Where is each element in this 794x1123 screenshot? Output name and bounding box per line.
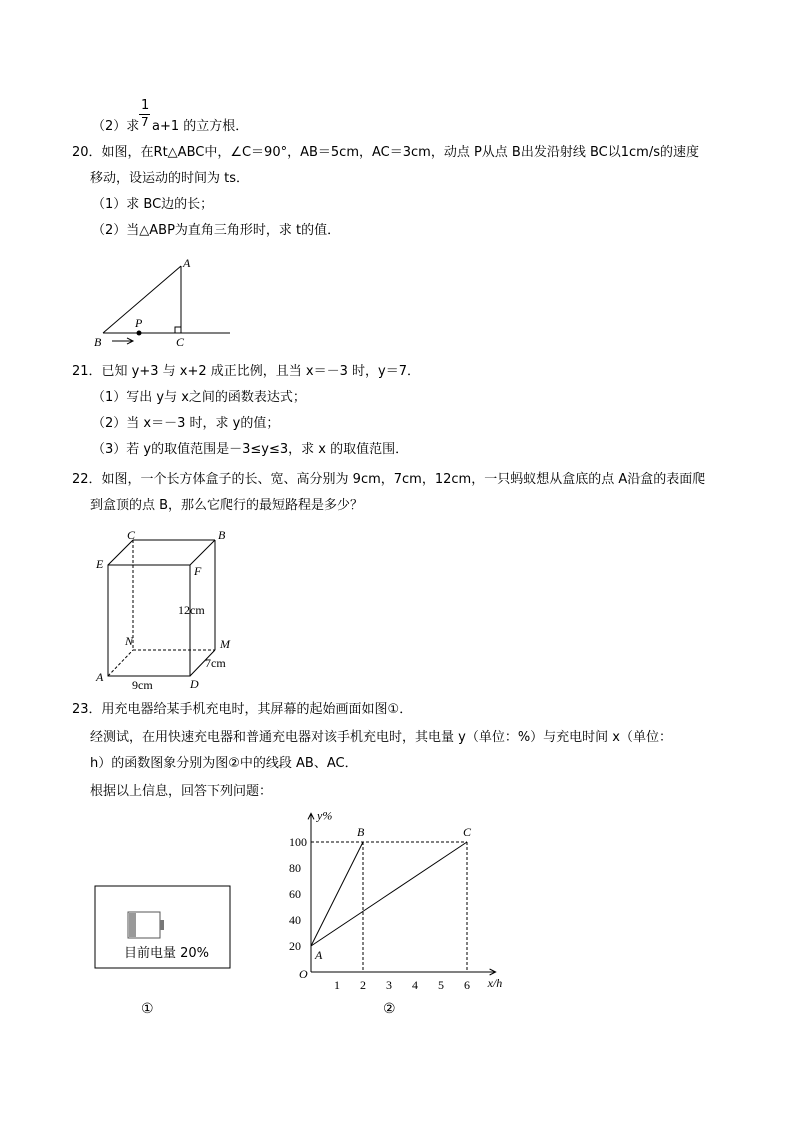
y-tick-label: 60 bbox=[289, 887, 301, 901]
q20-part2: （2）当△ABP为直角三角形时，求 t的值． bbox=[92, 223, 341, 238]
label-a: A bbox=[96, 670, 104, 684]
y-tick-label: 100 bbox=[289, 835, 307, 849]
label-c: C bbox=[463, 825, 472, 839]
fig2-caption: ② bbox=[383, 1002, 396, 1017]
label-b: B bbox=[94, 335, 102, 349]
label-n: N bbox=[125, 634, 134, 648]
x-tick-label: 3 bbox=[386, 978, 392, 992]
triangle-figure bbox=[103, 266, 230, 344]
q21-part2: （2）当 x＝－3 时，求 y的值； bbox=[92, 416, 280, 431]
q23-line2: 经测试，在用快速充电器和普通充电器对该手机充电时，其电量 y（单位：%）与充电时间 x（单位： bbox=[90, 730, 673, 745]
q22-stem: 22．如图，一个长方体盒子的长、宽、高分别为 9cm，7cm，12cm，一只蚂蚁想从盒底的点 A沿盒的表面爬 bbox=[72, 472, 706, 487]
label-m: M bbox=[220, 637, 230, 651]
label-a: A bbox=[315, 948, 323, 962]
q20-stem-cont: 移动，设运动的时间为 ts． bbox=[90, 171, 250, 186]
label-b: B bbox=[357, 825, 365, 839]
q19-part2-text: a+1 的立方根． bbox=[152, 119, 249, 134]
label-c: C bbox=[127, 528, 136, 542]
q19-part2-label: （2）求 bbox=[92, 119, 140, 134]
battery-text: 目前电量 20% bbox=[124, 946, 210, 961]
q21-part3: （3）若 y的取值范围是－3≤y≤3，求 x 的取值范围． bbox=[92, 442, 409, 457]
q22-stem-cont: 到盒顶的点 B，那么它爬行的最短路程是多少？ bbox=[90, 498, 364, 513]
q21-stem: 21．已知 y+3 与 x+2 成正比例，且当 x＝－3 时，y＝7． bbox=[72, 364, 420, 379]
fraction-denominator: 7 bbox=[141, 115, 149, 129]
x-axis-label: x/h bbox=[487, 976, 503, 990]
q20-stem: 20．如图，在Rt△ABC中，∠C＝90°，AB＝5cm，AC＝3cm，动点 P从点 B出发沿射线 BC以1cm/s的速度 bbox=[72, 145, 699, 160]
origin-label: O bbox=[299, 967, 308, 981]
x-tick-label: 1 bbox=[334, 978, 340, 992]
height-label: 12cm bbox=[178, 603, 205, 617]
point-p bbox=[137, 331, 142, 336]
charge-chart bbox=[289, 808, 502, 992]
x-tick-label: 2 bbox=[360, 978, 366, 992]
fraction-numerator: 1 bbox=[141, 98, 150, 113]
label-p: P bbox=[135, 316, 143, 330]
y-axis-label: y% bbox=[317, 808, 333, 823]
q20-part1: （1）求 BC边的长； bbox=[92, 197, 214, 212]
label-f: F bbox=[194, 564, 202, 578]
fig1-caption: ① bbox=[141, 1002, 154, 1017]
label-e: E bbox=[96, 557, 104, 571]
label-b: B bbox=[218, 528, 226, 542]
q23-stem: 23．用充电器给某手机充电时，其屏幕的起始画面如图①． bbox=[72, 702, 413, 717]
segment-ac bbox=[311, 842, 467, 946]
q23-line3: h）的函数图象分别为图②中的线段 AB、AC． bbox=[90, 756, 358, 771]
x-tick-label: 6 bbox=[464, 978, 470, 992]
battery-icon bbox=[128, 912, 164, 938]
segment-ab bbox=[311, 842, 363, 946]
y-tick-label: 40 bbox=[289, 913, 301, 927]
q21-part1: （1）写出 y与 x之间的函数表达式； bbox=[92, 390, 306, 405]
width-label: 7cm bbox=[205, 656, 226, 670]
label-d: D bbox=[190, 677, 199, 691]
label-c: C bbox=[176, 335, 185, 349]
x-tick-label: 4 bbox=[412, 978, 418, 992]
x-tick-label: 5 bbox=[438, 978, 444, 992]
q23-line4: 根据以上信息，回答下列问题： bbox=[90, 784, 273, 799]
y-tick-label: 20 bbox=[289, 939, 301, 953]
length-label: 9cm bbox=[132, 678, 153, 692]
label-a: A bbox=[183, 256, 191, 270]
y-tick-label: 80 bbox=[289, 861, 301, 875]
